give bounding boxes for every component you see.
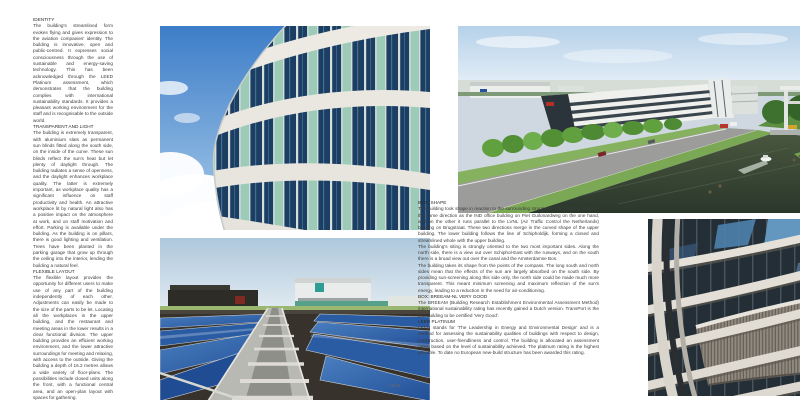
section-heading-shape: BOX: SHAPE xyxy=(418,200,447,205)
right-text-column xyxy=(418,200,599,356)
photo-solar-roof xyxy=(160,238,430,400)
section-paragraph: The building takes its shape from the points of the compass. The long south and north sides mean that the effects of the sun are largely absorbed on the south side. By providing sun-screening along this side only, the north side could be made much more transparent. This meant minimum screening and maximum reflection of the sun's energy, leading to a reduction in the need for air-conditioning. xyxy=(418,262,599,293)
section-transparent-and-light xyxy=(33,124,113,269)
section-body-transparent: The building is extremely transparent, with aluminium slats as permanent sun blinds fitted along the south side, on the inside of the curve. These sun blinds reflect the sun's heat but let plenty of daylight through. The building radiates a sense of openness, and the daylight enhances workplace quality. The latter is extremely important, as workplace quality has a significant influence on staff productivity and health. An attractive workplace lit by natural light also has a positive impact on the atmosphere at work, and on staff motivation and effort. Parking is available under the building. As the building is on pillars, there is good lighting and ventilation. Trees have been planted in the parking garage that grow up through the ceiling into the interior, lending the building a natural feel. xyxy=(33,130,114,268)
section-paragraph: The building's siting is strongly oriented to the two most important sides. Along the north side, there is a view out over Schiphol-East with the runways, and on the south there is a broad view out over the canal and the Amsterdamse Bos. xyxy=(418,243,599,262)
section-heading-breeam: BOX: BREEAM-NL VERY GOOD xyxy=(418,293,488,299)
section-box-shape xyxy=(418,200,599,294)
section-flexible-layout xyxy=(33,269,113,400)
photo-facade-detail-graphic xyxy=(648,219,800,396)
left-text-column xyxy=(33,17,113,400)
section-heading-leed: LEED PLATINUM xyxy=(418,318,455,324)
section-heading-identity: IDENTITY xyxy=(33,17,55,22)
page-number: 14/15 xyxy=(388,383,400,388)
photo-solar-roof-graphic xyxy=(160,238,430,400)
section-identity xyxy=(33,17,113,124)
section-body-flexible: The flexible layout provides the opportunity for different users to make use of any part of the building independently of each other. Adjustments can easily be made to the size of the parts to be let. Locating all the workplaces in the upper building, and the restaurant and meeting areas in the lower results in a clear functional division. The upper building provides an efficient working environment, and the lower attractive surroundings for meeting and relaxing, with access to the outside. Giving the building a depth of 16.2 metres allows a wide variety of floor-plans. The possibilities include closed units along the front, with a functional central area, and an open-plan layout with spaces for gathering. xyxy=(33,275,113,400)
section-heading-flexible: FLEXIBLE LAYOUT xyxy=(33,268,75,274)
section-paragraph: The building took shape in reaction to the surrounding structures. The building points in the same direction as the IND office building on Piet Guilonardweg on the one hand, and on the other it runs parallel to the LVNL (Air Traffic Control the Netherlands) building on Brugstraat. These two directions merge in the curved shape of the upper building. The lower building follows the line of Schipholdijk, forming a closed and streamlined whole with the upper building. xyxy=(418,206,599,243)
photo-curved-facade-graphic xyxy=(160,26,430,230)
section-heading-transparent: TRANSPARENT AND LIGHT xyxy=(33,124,94,130)
section-leed-platinum xyxy=(418,319,599,357)
section-paragraph: The BREEAM (Building Research Establishment Environmental Assessment Method) international sustainability rating has recently gained a Dutch version. TransPort is the first building to be certified 'Very Good'. xyxy=(418,300,599,318)
photo-facade-detail xyxy=(648,219,800,396)
photo-aerial-canal xyxy=(458,26,800,213)
photo-aerial-canal-graphic xyxy=(458,26,800,213)
photo-curved-facade xyxy=(160,26,430,230)
section-breeam xyxy=(418,294,599,319)
section-body-identity: The building's streamlined form evokes flying and gives expression to the aviation companies' identity. The building is innovative, open and public-centred. It expresses social consciousness through the use of sustainable and energy-saving technology. This has been acknowledged through the LEED Platinum assessment, which demonstrates that the building complies with international sustainability standards. It provides a pleasant working environment for the staff and is recognisable to the outside world. xyxy=(33,23,113,123)
section-paragraph: LEED stands for 'The Leadership in Energy and Environmental Design' and is a method for assessing the sustainability qualities of buildings with respect to design, construction, user-friendliness and control. The building is allocated an assessment rating based on the level of sustainability achieved. The platinum rating is the highest possible. To date no European new-build structure has been awarded this rating. xyxy=(418,325,599,355)
